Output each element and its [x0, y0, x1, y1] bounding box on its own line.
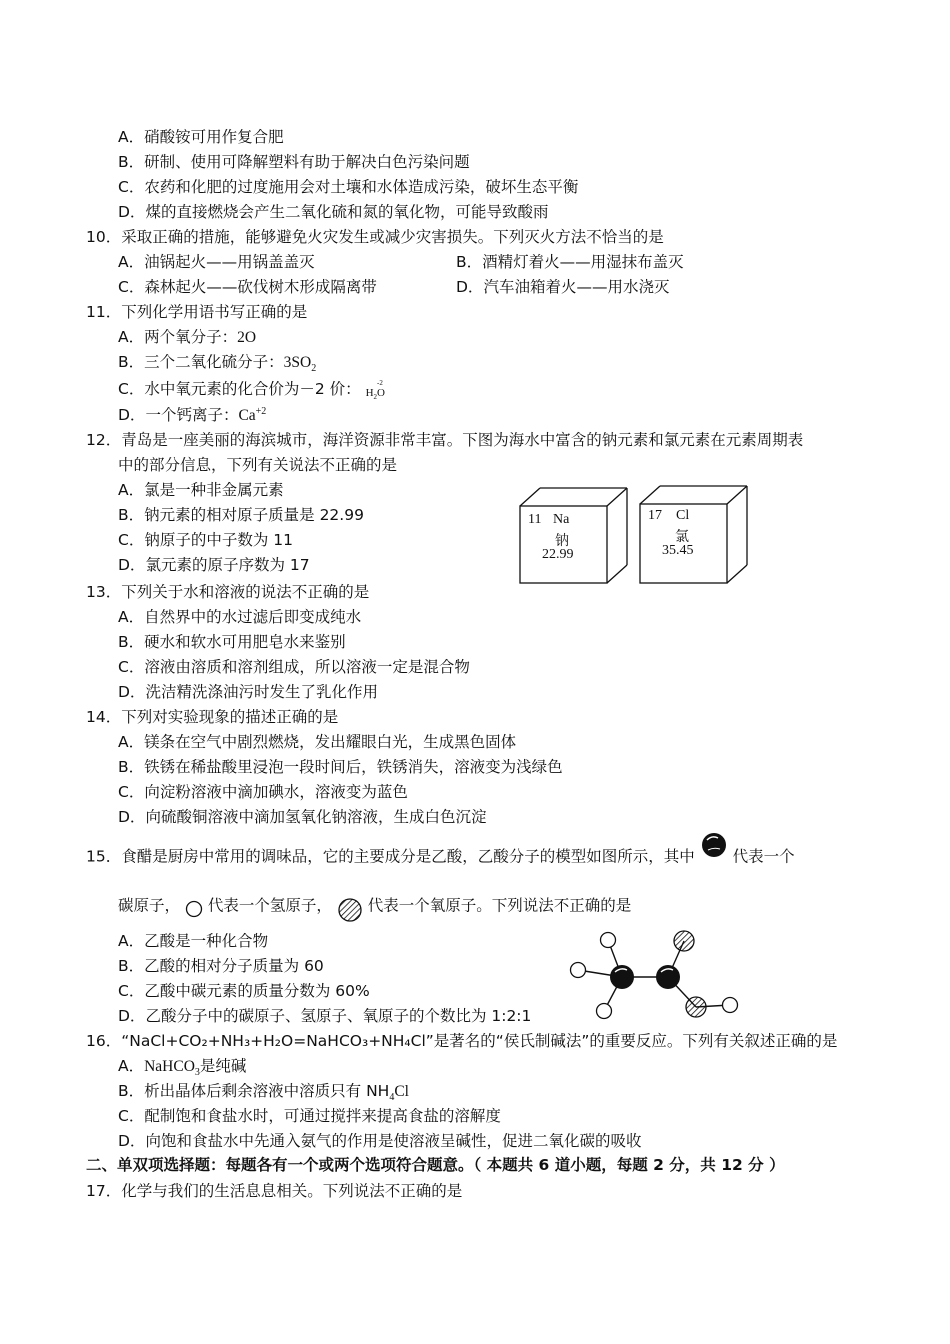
acetic-acid-molecule-figure [560, 925, 750, 1025]
q13-option-d: D．洗洁精洗涤油污时发生了乳化作用 [118, 683, 378, 701]
q13-option-a: A．自然界中的水过滤后即变成纯水 [118, 608, 362, 626]
q14-option-c: C．向淀粉溶液中滴加碘水，溶液变为蓝色 [118, 783, 408, 801]
q9-option-a: A．硝酸铵可用作复合肥 [118, 128, 284, 146]
q10-option-a: A．油锅起火——用锅盖盖灭 [118, 253, 315, 271]
element-cards-figure [515, 484, 755, 586]
q15-stem-line1: 15．食醋是厨房中常用的调味品，它的主要成分是乙酸，乙酸分子的模型如图所示，其中 代表一个 [86, 843, 795, 871]
q10-option-b: B．酒精灯着火——用湿抹布盖灭 [456, 253, 684, 271]
q15-option-d: D．乙酸分子中的碳原子、氢原子、氧原子的个数比为 1:2:1 [118, 1007, 532, 1025]
q9-option-b: B．研制、使用可降解塑料有助于解决白色污染问题 [118, 153, 470, 171]
q11-option-b: B．三个二氧化硫分子：$3SO_2$ [118, 353, 317, 375]
q16-option-d: D．向饱和食盐水中先通入氨气的作用是使溶液呈碱性，促进二氧化碳的吸收 [118, 1132, 642, 1150]
q15-option-a: A．乙酸是一种化合物 [118, 932, 269, 950]
q14-option-b: B．铁锈在稀盐酸里浸泡一段时间后，铁锈消失，溶液变为浅绿色 [118, 758, 563, 776]
water-formula: $H_2$ -2 O [366, 387, 385, 399]
q10-option-d: D．汽车油箱着火——用水浇灭 [456, 278, 670, 296]
q15-option-c: C．乙酸中碳元素的质量分数为 60% [118, 982, 370, 1000]
q13-stem: 13．下列关于水和溶液的说法不正确的是 [86, 583, 370, 601]
oxygen-atom-icon [337, 897, 363, 923]
valence-mark: -2 [377, 379, 383, 387]
q12-stem-line2: 中的部分信息，下列有关说法不正确的是 [118, 456, 398, 474]
q15-option-b: B．乙酸的相对分子质量为 60 [118, 957, 324, 975]
q14-option-a: A．镁条在空气中剧烈燃烧，发出耀眼白光，生成黑色固体 [118, 733, 517, 751]
carbon-atom-icon [700, 831, 728, 859]
q16-option-c: C．配制饱和食盐水时，可通过搅拌来提高食盐的溶解度 [118, 1107, 501, 1125]
element-cards-outline [515, 484, 755, 586]
hydrogen-atom-icon [185, 900, 203, 918]
q14-option-d: D．向硫酸铜溶液中滴加氢氧化钠溶液，生成白色沉淀 [118, 808, 487, 826]
q12-stem-line1: 12．青岛是一座美丽的海滨城市，海洋资源非常丰富。下图为海水中富含的钠元素和氯元素在元素周期表 [86, 431, 804, 449]
q12-option-b: B．钠元素的相对原子质量是 22.99 [118, 506, 364, 524]
q12-option-c: C．钠原子的中子数为 11 [118, 531, 293, 549]
q13-option-c: C．溶液由溶质和溶剂组成，所以溶液一定是混合物 [118, 658, 470, 676]
q16-option-a: A．NaHCO$_3$是纯碱 [118, 1057, 247, 1079]
q10-option-c: C．森林起火——砍伐树木形成隔离带 [118, 278, 377, 296]
q14-stem: 14．下列对实验现象的描述正确的是 [86, 708, 339, 726]
q12-option-d: D．氯元素的原子序数为 17 [118, 556, 310, 574]
na-name: 钠 [555, 533, 569, 549]
q15-stem-line2: 碳原子， 代表一个氢原子， 代表一个氧原子。下列说法不正确的是 [118, 893, 631, 919]
cl-name: 氯 [675, 529, 689, 545]
q11-option-d: D．一个钙离子：$Ca^{+2}$ [118, 405, 267, 424]
q12-option-a: A．氯是一种非金属元素 [118, 481, 284, 499]
cl-mass: 35.45 [662, 543, 694, 558]
q11-option-c: C．水中氧元素的化合价为－2 价： $H_2$ -2 O [118, 379, 385, 401]
na-atomic-number: 11 [528, 512, 542, 527]
q17-stem: 17．化学与我们的生活息息相关。下列说法不正确的是 [86, 1182, 463, 1200]
q9-option-c: C．农药和化肥的过度施用会对土壤和水体造成污染，破坏生态平衡 [118, 178, 579, 196]
q9-option-d: D．煤的直接燃烧会产生二氧化硫和氮的氧化物，可能导致酸雨 [118, 203, 549, 221]
na-symbol: Na [553, 512, 570, 527]
cl-symbol: Cl [676, 508, 690, 523]
q11-option-a: A．两个氧分子：2O [118, 328, 257, 346]
q16-option-b: B．析出晶体后剩余溶液中溶质只有 $NH_4Cl$ [118, 1082, 409, 1104]
section-2-heading: 二、单双项选择题：每题各有一个或两个选项符合题意。（ 本题共 6 道小题，每题 2 分，共 12 分 ） [86, 1156, 785, 1174]
q16-stem: 16．“NaCl+CO₂+NH₃+H₂O=NaHCO₃+NH₄Cl”是著名的“侯氏制碱法”的重要反应。下列有关叙述正确的是 [86, 1032, 838, 1050]
q13-option-b: B．硬水和软水可用肥皂水来鉴别 [118, 633, 346, 651]
q10-stem: 10．采取正确的措施，能够避免火灾发生或减少灾害损失。下列灭火方法不恰当的是 [86, 228, 664, 246]
cl-atomic-number: 17 [648, 508, 662, 523]
na-mass: 22.99 [542, 547, 574, 562]
q11-stem: 11．下列化学用语书写正确的是 [86, 303, 308, 321]
